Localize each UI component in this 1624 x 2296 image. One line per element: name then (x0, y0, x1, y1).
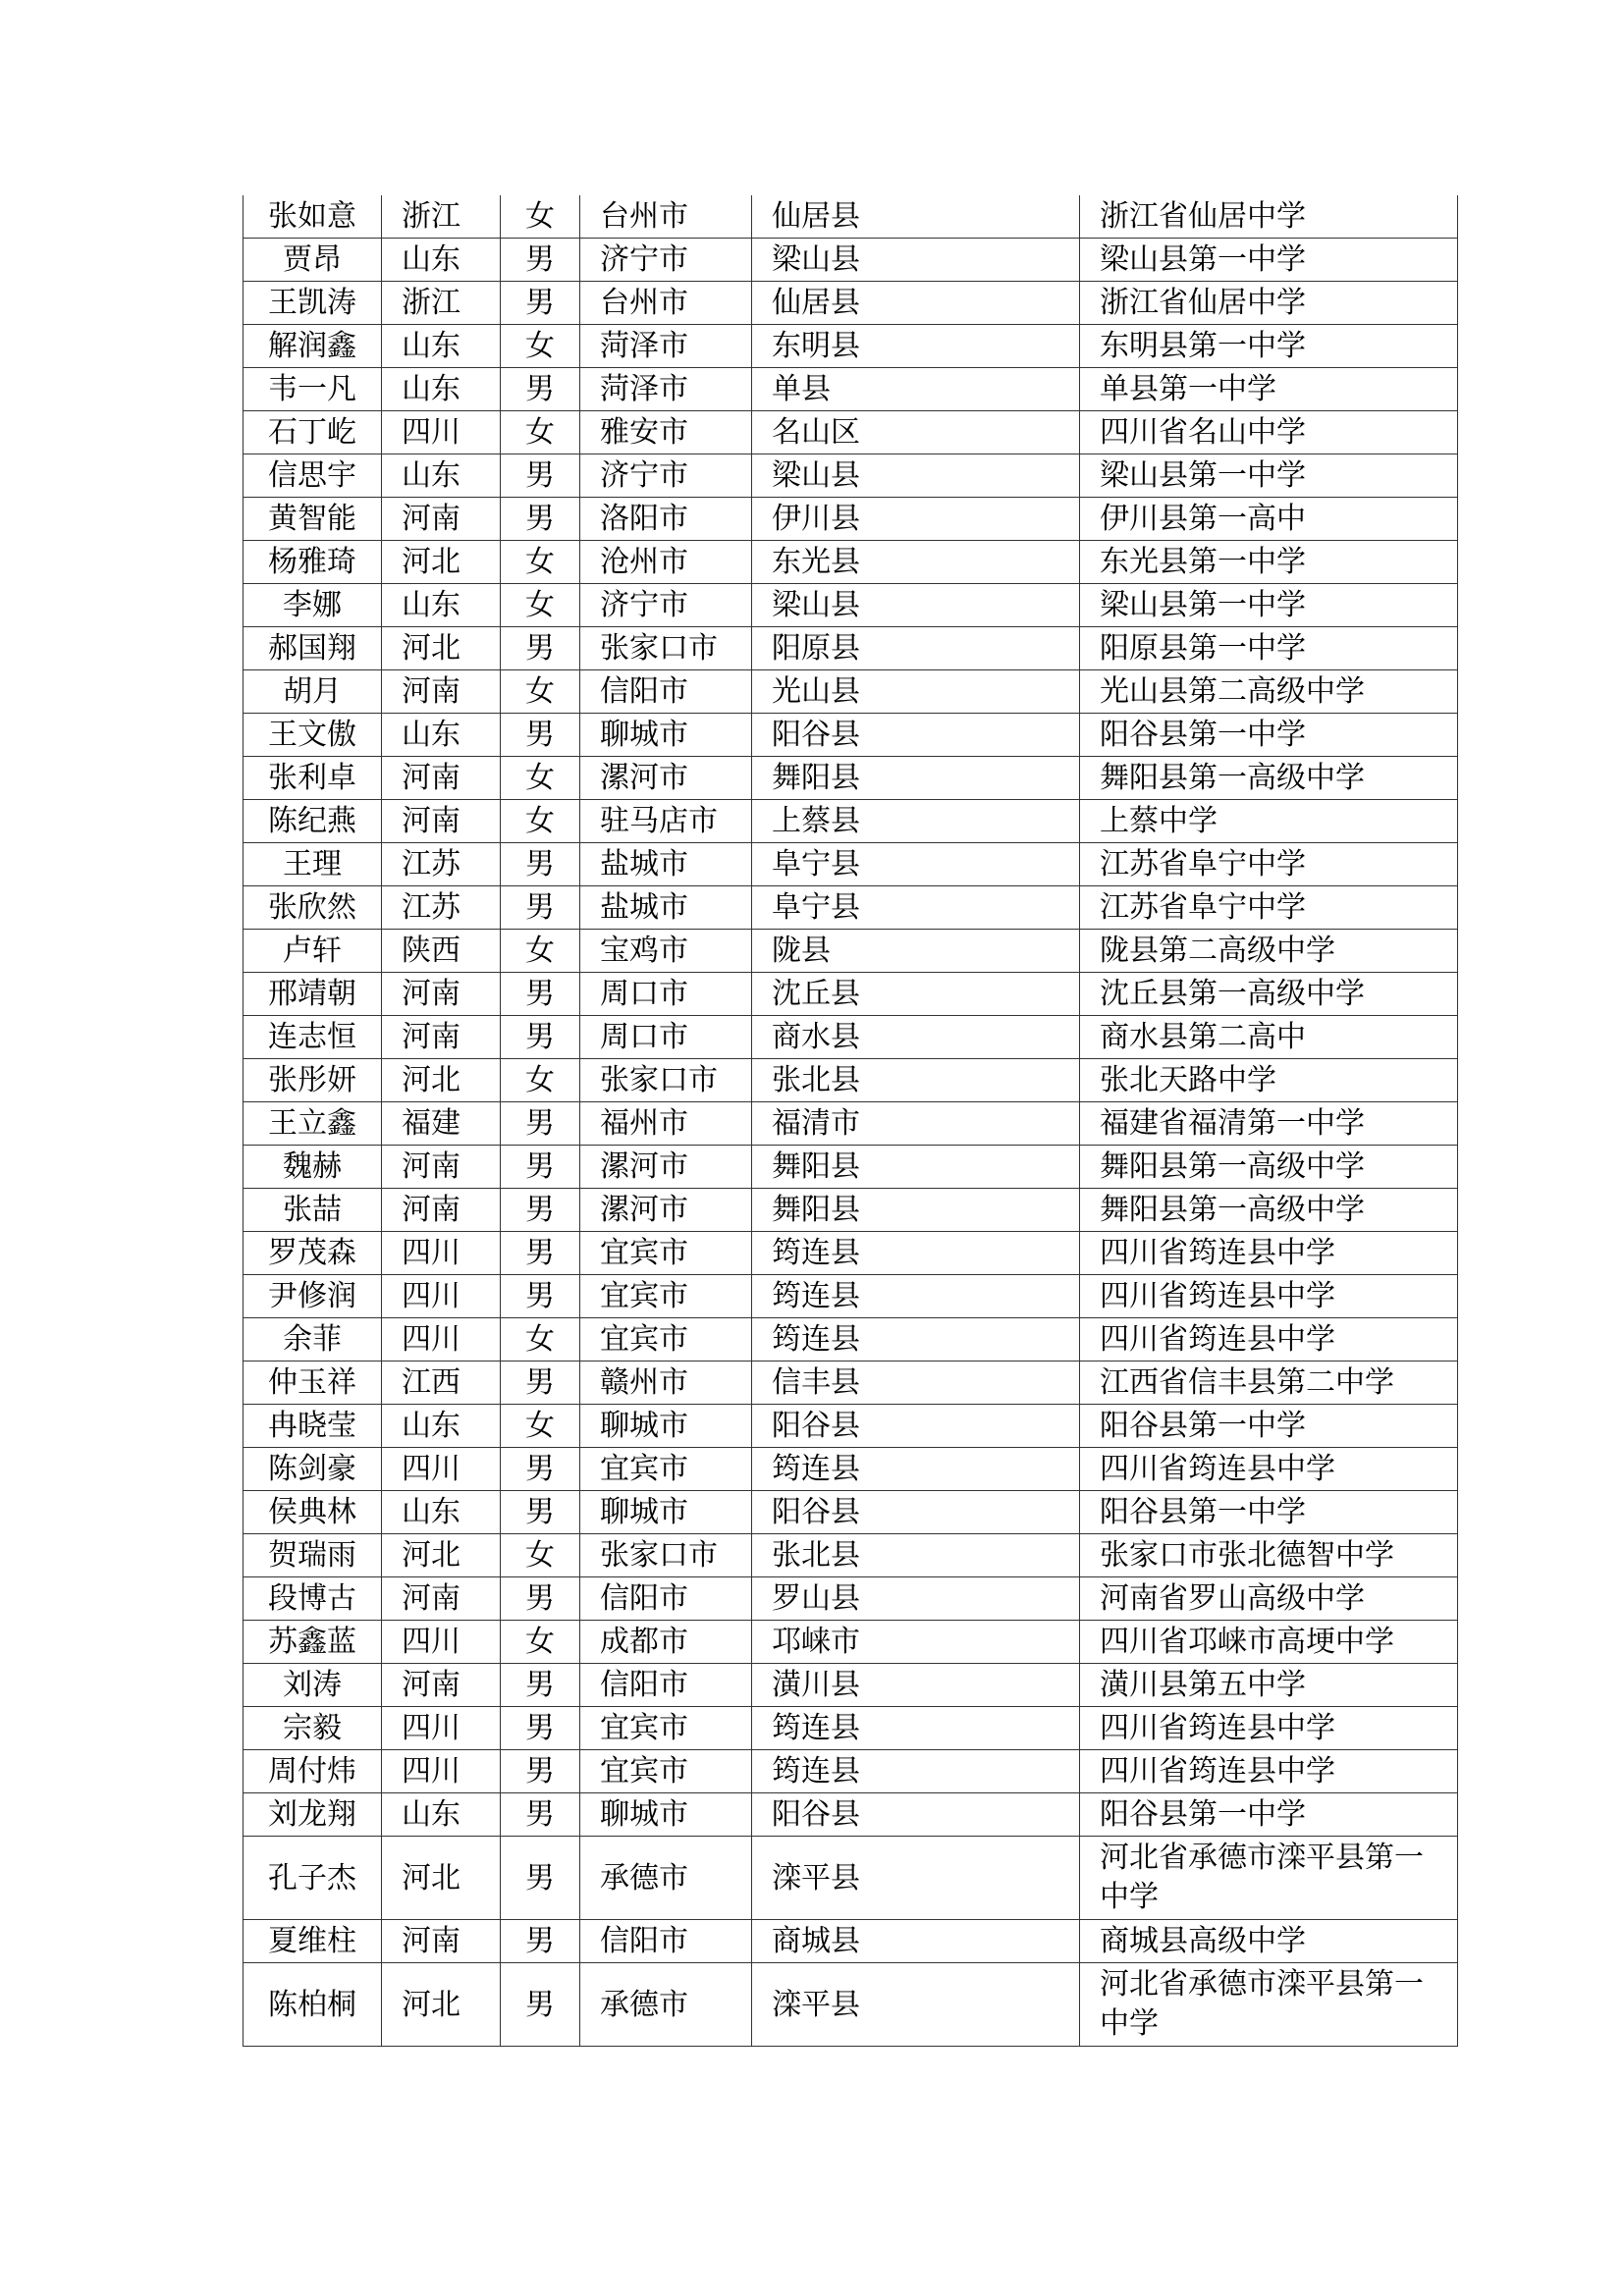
county-cell: 商水县 (752, 1016, 1080, 1059)
gender-cell: 男 (501, 886, 580, 930)
gender-cell: 女 (501, 757, 580, 800)
school-cell: 河北省承德市滦平县第一中学 (1080, 1837, 1458, 1920)
table-row (244, 886, 1458, 930)
school-cell: 浙江省仙居中学 (1080, 282, 1458, 325)
city-cell: 张家口市 (580, 1534, 752, 1577)
gender-cell: 男 (501, 239, 580, 282)
school-cell: 江苏省阜宁中学 (1080, 843, 1458, 886)
gender-cell: 女 (501, 584, 580, 627)
student-name-cell: 张欣然 (244, 886, 382, 930)
student-name-cell: 王凯涛 (244, 282, 382, 325)
gender-cell: 男 (501, 1016, 580, 1059)
student-name-cell: 解润鑫 (244, 325, 382, 368)
table-row (244, 930, 1458, 973)
table-row (244, 1577, 1458, 1621)
county-cell: 阳谷县 (752, 714, 1080, 757)
table-row (244, 1146, 1458, 1189)
gender-cell: 男 (501, 1750, 580, 1793)
city-cell: 福州市 (580, 1102, 752, 1146)
gender-cell: 男 (501, 498, 580, 541)
gender-cell: 女 (501, 1318, 580, 1362)
school-cell: 阳谷县第一中学 (1080, 1793, 1458, 1837)
county-cell: 潢川县 (752, 1664, 1080, 1707)
table-row (244, 1059, 1458, 1102)
gender-cell: 男 (501, 627, 580, 670)
student-name-cell: 贺瑞雨 (244, 1534, 382, 1577)
gender-cell: 女 (501, 1621, 580, 1664)
county-cell: 光山县 (752, 670, 1080, 714)
province-cell: 山东 (382, 584, 501, 627)
gender-cell: 女 (501, 930, 580, 973)
student-name-cell: 张利卓 (244, 757, 382, 800)
city-cell: 聊城市 (580, 1405, 752, 1448)
gender-cell: 男 (501, 1275, 580, 1318)
table-row (244, 541, 1458, 584)
table-row (244, 843, 1458, 886)
student-name-cell: 邢靖朝 (244, 973, 382, 1016)
table-row (244, 1793, 1458, 1837)
table-row (244, 1362, 1458, 1405)
county-cell: 阳谷县 (752, 1405, 1080, 1448)
school-cell: 四川省名山中学 (1080, 411, 1458, 454)
table-row (244, 1621, 1458, 1664)
gender-cell: 男 (501, 1577, 580, 1621)
county-cell: 舞阳县 (752, 1189, 1080, 1232)
city-cell: 宜宾市 (580, 1275, 752, 1318)
province-cell: 福建 (382, 1102, 501, 1146)
city-cell: 宜宾市 (580, 1318, 752, 1362)
county-cell: 筠连县 (752, 1318, 1080, 1362)
county-cell: 上蔡县 (752, 800, 1080, 843)
city-cell: 聊城市 (580, 1491, 752, 1534)
province-cell: 河南 (382, 1664, 501, 1707)
student-name-cell: 杨雅琦 (244, 541, 382, 584)
gender-cell: 女 (501, 1534, 580, 1577)
city-cell: 济宁市 (580, 239, 752, 282)
city-cell: 漯河市 (580, 1146, 752, 1189)
school-cell: 潢川县第五中学 (1080, 1664, 1458, 1707)
school-cell: 四川省筠连县中学 (1080, 1318, 1458, 1362)
table-row (244, 368, 1458, 411)
city-cell: 漯河市 (580, 757, 752, 800)
province-cell: 四川 (382, 1707, 501, 1750)
gender-cell: 男 (501, 454, 580, 498)
school-cell: 单县第一中学 (1080, 368, 1458, 411)
county-cell: 罗山县 (752, 1577, 1080, 1621)
student-name-cell: 刘龙翔 (244, 1793, 382, 1837)
city-cell: 济宁市 (580, 584, 752, 627)
county-cell: 梁山县 (752, 454, 1080, 498)
province-cell: 四川 (382, 1448, 501, 1491)
school-cell: 东明县第一中学 (1080, 325, 1458, 368)
student-name-cell: 冉晓莹 (244, 1405, 382, 1448)
student-name-cell: 陈柏桐 (244, 1963, 382, 2047)
student-name-cell: 刘涛 (244, 1664, 382, 1707)
roster-body (244, 195, 1458, 2047)
county-cell: 张北县 (752, 1534, 1080, 1577)
gender-cell: 男 (501, 1793, 580, 1837)
school-cell: 福建省福清第一中学 (1080, 1102, 1458, 1146)
province-cell: 河北 (382, 1534, 501, 1577)
school-cell: 四川省筠连县中学 (1080, 1750, 1458, 1793)
student-name-cell: 卢轩 (244, 930, 382, 973)
student-name-cell: 张如意 (244, 195, 382, 239)
gender-cell: 女 (501, 800, 580, 843)
county-cell: 商城县 (752, 1920, 1080, 1963)
table-row (244, 1491, 1458, 1534)
province-cell: 山东 (382, 368, 501, 411)
gender-cell: 男 (501, 1448, 580, 1491)
province-cell: 山东 (382, 714, 501, 757)
student-name-cell: 夏维柱 (244, 1920, 382, 1963)
school-cell: 阳原县第一中学 (1080, 627, 1458, 670)
province-cell: 河北 (382, 1837, 501, 1920)
table-row (244, 1664, 1458, 1707)
student-name-cell: 黄智能 (244, 498, 382, 541)
city-cell: 济宁市 (580, 454, 752, 498)
city-cell: 信阳市 (580, 670, 752, 714)
table-row (244, 239, 1458, 282)
county-cell: 筠连县 (752, 1448, 1080, 1491)
county-cell: 伊川县 (752, 498, 1080, 541)
table-row (244, 584, 1458, 627)
student-name-cell: 郝国翔 (244, 627, 382, 670)
school-cell: 商城县高级中学 (1080, 1920, 1458, 1963)
city-cell: 盐城市 (580, 886, 752, 930)
province-cell: 四川 (382, 1318, 501, 1362)
school-cell: 舞阳县第一高级中学 (1080, 1146, 1458, 1189)
table-row (244, 1232, 1458, 1275)
school-cell: 阳谷县第一中学 (1080, 1491, 1458, 1534)
table-row (244, 1920, 1458, 1963)
province-cell: 河南 (382, 757, 501, 800)
county-cell: 仙居县 (752, 195, 1080, 239)
gender-cell: 男 (501, 1664, 580, 1707)
school-cell: 伊川县第一高中 (1080, 498, 1458, 541)
province-cell: 山东 (382, 325, 501, 368)
gender-cell: 男 (501, 282, 580, 325)
city-cell: 台州市 (580, 195, 752, 239)
province-cell: 江苏 (382, 843, 501, 886)
city-cell: 张家口市 (580, 627, 752, 670)
student-name-cell: 韦一凡 (244, 368, 382, 411)
gender-cell: 男 (501, 1146, 580, 1189)
table-row (244, 1318, 1458, 1362)
school-cell: 四川省筠连县中学 (1080, 1448, 1458, 1491)
city-cell: 张家口市 (580, 1059, 752, 1102)
student-name-cell: 孔子杰 (244, 1837, 382, 1920)
county-cell: 筠连县 (752, 1275, 1080, 1318)
school-cell: 上蔡中学 (1080, 800, 1458, 843)
table-row (244, 1448, 1458, 1491)
school-cell: 四川省筠连县中学 (1080, 1707, 1458, 1750)
school-cell: 浙江省仙居中学 (1080, 195, 1458, 239)
province-cell: 河南 (382, 1146, 501, 1189)
county-cell: 沈丘县 (752, 973, 1080, 1016)
school-cell: 舞阳县第一高级中学 (1080, 1189, 1458, 1232)
table-row (244, 1275, 1458, 1318)
school-cell: 舞阳县第一高级中学 (1080, 757, 1458, 800)
county-cell: 筠连县 (752, 1750, 1080, 1793)
gender-cell: 男 (501, 843, 580, 886)
student-name-cell: 周付炜 (244, 1750, 382, 1793)
school-cell: 阳谷县第一中学 (1080, 1405, 1458, 1448)
province-cell: 江苏 (382, 886, 501, 930)
province-cell: 浙江 (382, 282, 501, 325)
table-row (244, 757, 1458, 800)
city-cell: 周口市 (580, 1016, 752, 1059)
table-row (244, 670, 1458, 714)
student-name-cell: 陈纪燕 (244, 800, 382, 843)
city-cell: 信阳市 (580, 1664, 752, 1707)
city-cell: 台州市 (580, 282, 752, 325)
city-cell: 菏泽市 (580, 368, 752, 411)
county-cell: 张北县 (752, 1059, 1080, 1102)
city-cell: 宜宾市 (580, 1232, 752, 1275)
county-cell: 滦平县 (752, 1963, 1080, 2047)
county-cell: 阜宁县 (752, 843, 1080, 886)
county-cell: 阳谷县 (752, 1793, 1080, 1837)
table-row (244, 1750, 1458, 1793)
county-cell: 梁山县 (752, 239, 1080, 282)
student-name-cell: 段博古 (244, 1577, 382, 1621)
student-name-cell: 仲玉祥 (244, 1362, 382, 1405)
school-cell: 商水县第二高中 (1080, 1016, 1458, 1059)
province-cell: 河南 (382, 1577, 501, 1621)
student-name-cell: 李娜 (244, 584, 382, 627)
province-cell: 四川 (382, 1275, 501, 1318)
student-name-cell: 侯典林 (244, 1491, 382, 1534)
table-row (244, 282, 1458, 325)
school-cell: 河南省罗山高级中学 (1080, 1577, 1458, 1621)
county-cell: 筠连县 (752, 1232, 1080, 1275)
student-name-cell: 连志恒 (244, 1016, 382, 1059)
county-cell: 筠连县 (752, 1707, 1080, 1750)
table-row (244, 800, 1458, 843)
table-row (244, 1405, 1458, 1448)
school-cell: 四川省筠连县中学 (1080, 1275, 1458, 1318)
gender-cell: 男 (501, 714, 580, 757)
table-row (244, 1963, 1458, 2047)
table-row (244, 454, 1458, 498)
student-name-cell: 张喆 (244, 1189, 382, 1232)
school-cell: 陇县第二高级中学 (1080, 930, 1458, 973)
gender-cell: 女 (501, 195, 580, 239)
student-name-cell: 胡月 (244, 670, 382, 714)
gender-cell: 男 (501, 1491, 580, 1534)
roster-sheet (243, 195, 1457, 2047)
student-name-cell: 王立鑫 (244, 1102, 382, 1146)
school-cell: 张北天路中学 (1080, 1059, 1458, 1102)
county-cell: 东光县 (752, 541, 1080, 584)
table-row (244, 1189, 1458, 1232)
city-cell: 宜宾市 (580, 1448, 752, 1491)
city-cell: 宜宾市 (580, 1707, 752, 1750)
province-cell: 河南 (382, 498, 501, 541)
student-name-cell: 余菲 (244, 1318, 382, 1362)
county-cell: 东明县 (752, 325, 1080, 368)
city-cell: 宜宾市 (580, 1750, 752, 1793)
student-name-cell: 尹修润 (244, 1275, 382, 1318)
county-cell: 阳原县 (752, 627, 1080, 670)
school-cell: 四川省筠连县中学 (1080, 1232, 1458, 1275)
city-cell: 周口市 (580, 973, 752, 1016)
gender-cell: 男 (501, 973, 580, 1016)
county-cell: 名山区 (752, 411, 1080, 454)
county-cell: 仙居县 (752, 282, 1080, 325)
city-cell: 承德市 (580, 1837, 752, 1920)
province-cell: 四川 (382, 411, 501, 454)
school-cell: 东光县第一中学 (1080, 541, 1458, 584)
school-cell: 江西省信丰县第二中学 (1080, 1362, 1458, 1405)
gender-cell: 男 (501, 1232, 580, 1275)
school-cell: 梁山县第一中学 (1080, 454, 1458, 498)
province-cell: 浙江 (382, 195, 501, 239)
school-cell: 光山县第二高级中学 (1080, 670, 1458, 714)
province-cell: 河南 (382, 1920, 501, 1963)
province-cell: 四川 (382, 1232, 501, 1275)
city-cell: 承德市 (580, 1963, 752, 2047)
student-name-cell: 贾昂 (244, 239, 382, 282)
province-cell: 四川 (382, 1621, 501, 1664)
county-cell: 阜宁县 (752, 886, 1080, 930)
province-cell: 山东 (382, 239, 501, 282)
table-row (244, 1837, 1458, 1920)
table-row (244, 1707, 1458, 1750)
student-name-cell: 王文傲 (244, 714, 382, 757)
student-name-cell: 苏鑫蓝 (244, 1621, 382, 1664)
gender-cell: 女 (501, 411, 580, 454)
gender-cell: 男 (501, 1963, 580, 2047)
gender-cell: 女 (501, 670, 580, 714)
province-cell: 河北 (382, 541, 501, 584)
province-cell: 江西 (382, 1362, 501, 1405)
province-cell: 山东 (382, 1491, 501, 1534)
table-row (244, 325, 1458, 368)
city-cell: 沧州市 (580, 541, 752, 584)
city-cell: 漯河市 (580, 1189, 752, 1232)
gender-cell: 男 (501, 368, 580, 411)
gender-cell: 男 (501, 1362, 580, 1405)
city-cell: 聊城市 (580, 714, 752, 757)
gender-cell: 男 (501, 1707, 580, 1750)
city-cell: 聊城市 (580, 1793, 752, 1837)
city-cell: 信阳市 (580, 1920, 752, 1963)
table-row (244, 627, 1458, 670)
table-row (244, 411, 1458, 454)
table-row (244, 1534, 1458, 1577)
table-row (244, 714, 1458, 757)
table-row (244, 1102, 1458, 1146)
student-name-cell: 信思宇 (244, 454, 382, 498)
gender-cell: 女 (501, 541, 580, 584)
school-cell: 四川省邛崃市高埂中学 (1080, 1621, 1458, 1664)
province-cell: 河北 (382, 1963, 501, 2047)
gender-cell: 女 (501, 1405, 580, 1448)
county-cell: 舞阳县 (752, 757, 1080, 800)
school-cell: 阳谷县第一中学 (1080, 714, 1458, 757)
table-row (244, 1016, 1458, 1059)
city-cell: 信阳市 (580, 1577, 752, 1621)
school-cell: 梁山县第一中学 (1080, 239, 1458, 282)
gender-cell: 男 (501, 1102, 580, 1146)
province-cell: 山东 (382, 1405, 501, 1448)
city-cell: 雅安市 (580, 411, 752, 454)
student-name-cell: 张彤妍 (244, 1059, 382, 1102)
city-cell: 驻马店市 (580, 800, 752, 843)
province-cell: 河南 (382, 1189, 501, 1232)
county-cell: 梁山县 (752, 584, 1080, 627)
province-cell: 河南 (382, 1016, 501, 1059)
county-cell: 单县 (752, 368, 1080, 411)
county-cell: 信丰县 (752, 1362, 1080, 1405)
province-cell: 陕西 (382, 930, 501, 973)
table-row (244, 498, 1458, 541)
school-cell: 梁山县第一中学 (1080, 584, 1458, 627)
gender-cell: 男 (501, 1837, 580, 1920)
province-cell: 河南 (382, 800, 501, 843)
school-cell: 江苏省阜宁中学 (1080, 886, 1458, 930)
gender-cell: 女 (501, 1059, 580, 1102)
province-cell: 山东 (382, 454, 501, 498)
table-row (244, 973, 1458, 1016)
school-cell: 张家口市张北德智中学 (1080, 1534, 1458, 1577)
county-cell: 邛崃市 (752, 1621, 1080, 1664)
province-cell: 山东 (382, 1793, 501, 1837)
school-cell: 河北省承德市滦平县第一中学 (1080, 1963, 1458, 2047)
city-cell: 菏泽市 (580, 325, 752, 368)
gender-cell: 女 (501, 325, 580, 368)
student-name-cell: 宗毅 (244, 1707, 382, 1750)
gender-cell: 男 (501, 1920, 580, 1963)
student-name-cell: 罗茂森 (244, 1232, 382, 1275)
city-cell: 盐城市 (580, 843, 752, 886)
county-cell: 陇县 (752, 930, 1080, 973)
province-cell: 河北 (382, 1059, 501, 1102)
city-cell: 洛阳市 (580, 498, 752, 541)
student-name-cell: 石丁屹 (244, 411, 382, 454)
city-cell: 赣州市 (580, 1362, 752, 1405)
student-name-cell: 魏赫 (244, 1146, 382, 1189)
province-cell: 四川 (382, 1750, 501, 1793)
city-cell: 成都市 (580, 1621, 752, 1664)
student-name-cell: 陈剑豪 (244, 1448, 382, 1491)
county-cell: 滦平县 (752, 1837, 1080, 1920)
county-cell: 福清市 (752, 1102, 1080, 1146)
province-cell: 河南 (382, 973, 501, 1016)
table-row (244, 195, 1458, 239)
city-cell: 宝鸡市 (580, 930, 752, 973)
province-cell: 河南 (382, 670, 501, 714)
student-name-cell: 王理 (244, 843, 382, 886)
province-cell: 河北 (382, 627, 501, 670)
gender-cell: 男 (501, 1189, 580, 1232)
school-cell: 沈丘县第一高级中学 (1080, 973, 1458, 1016)
county-cell: 舞阳县 (752, 1146, 1080, 1189)
student-roster-table (243, 195, 1458, 2047)
county-cell: 阳谷县 (752, 1491, 1080, 1534)
